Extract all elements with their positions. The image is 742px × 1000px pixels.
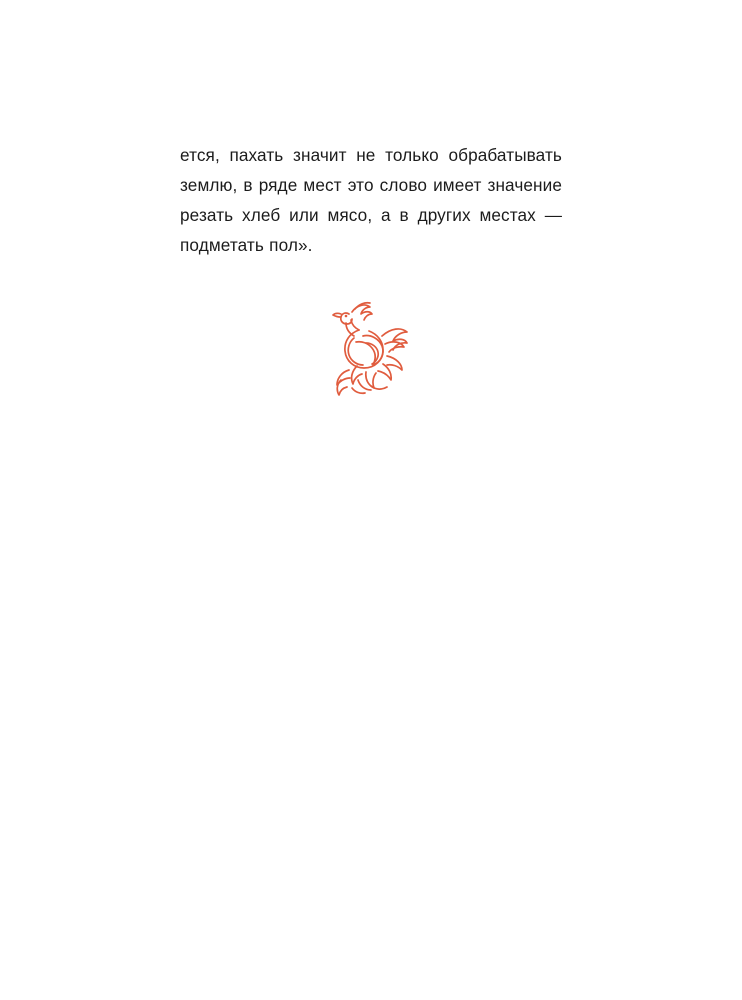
bird-vignette-ornament — [325, 300, 417, 402]
body-paragraph: ется, пахать значит не только обрабатывать землю, в ряде мест это слово имеет значение резать хлеб или мясо, а в других местах — подметать пол». — [180, 145, 562, 255]
text-block — [180, 140, 562, 260]
ornament-container — [0, 300, 742, 402]
